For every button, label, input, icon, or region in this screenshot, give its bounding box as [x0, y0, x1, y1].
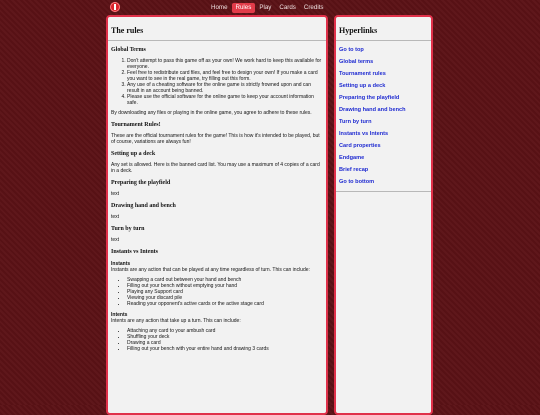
deck-text: Any set is allowed. Here is the banned card list. You may use a maximum of 4 copies of a card in a deck.	[111, 162, 320, 174]
global-terms-heading: Global Terms	[111, 47, 146, 53]
instants-text: Instants are any action that can be played at any time regardless of turn. This can include:	[111, 267, 310, 273]
instants-list	[111, 277, 323, 307]
rules-content	[108, 47, 326, 352]
link-global-terms[interactable]: Global terms	[339, 59, 374, 65]
page-title: The rules	[108, 17, 326, 41]
hyperlinks-list	[336, 47, 431, 192]
instants-heading: Instants	[111, 261, 131, 267]
global-terms-list	[111, 58, 323, 106]
agreement-text: By downloading any files or playing in the online game, you agree to adhere to these rules.	[111, 110, 312, 116]
playfield-text: text	[111, 191, 120, 197]
top-bar	[0, 0, 540, 14]
turn-heading: Turn by turn	[111, 226, 145, 232]
list-item: • Swapping a card out between your hand and bench	[127, 277, 323, 283]
tournament-intro: These are the official tournament rules for the game! This is how it's intended to be played, but of course, variations are always fun!	[111, 133, 320, 145]
list-item: • Drawing a card	[127, 340, 323, 346]
main-nav	[207, 3, 328, 13]
playfield-heading: Preparing the playfield	[111, 180, 171, 186]
intents-list	[111, 328, 323, 352]
instants-vs-intents-heading: Instants vs Intents	[111, 249, 159, 255]
draw-text: text	[111, 214, 120, 220]
intents-heading: Intents	[111, 312, 128, 318]
link-instants-vs-intents[interactable]: Instants vs Intents	[339, 131, 389, 137]
list-item: • Filling out your bench with your entire hand and drawing 3 cards	[127, 346, 323, 352]
list-item: • Playing any Support card	[127, 289, 323, 295]
list-item: 2. Feel free to redistribute card files, and feel free to design your own! If you make a card you want to see in the real game, try filling out this form.	[127, 70, 323, 82]
link-go-to-top[interactable]: Go to top	[339, 47, 364, 53]
deck-heading: Setting up a deck	[111, 151, 156, 157]
list-item: • Shuffling your deck	[127, 334, 323, 340]
nav-home[interactable]: Home	[211, 4, 228, 11]
link-tournament-rules[interactable]: Tournament rules	[339, 71, 386, 77]
link-brief-recap[interactable]: Brief recap	[339, 167, 369, 173]
turn-text: text	[111, 237, 120, 243]
rules-panel	[106, 15, 328, 415]
list-item: • Viewing your discard pile	[127, 295, 323, 301]
sidebar-title: Hyperlinks	[336, 17, 431, 41]
hyperlinks-panel	[334, 15, 433, 415]
list-item: 4. Please use the official software for the online game to keep your account information safe.	[127, 94, 323, 106]
list-item: 1. Don't attempt to pass this game off as your own! We work hard to keep this available for everyone.	[127, 58, 323, 70]
link-turn-by-turn[interactable]: Turn by turn	[339, 119, 372, 125]
link-card-properties[interactable]: Card properties	[339, 143, 381, 149]
nav-credits[interactable]: Credits	[303, 4, 324, 11]
list-item: • Reading your opponent's active cards or the active stage card	[127, 301, 323, 307]
list-item: 3. Any use of a cheating software for the online game is strictly frowned upon and can result in an account being banned.	[127, 82, 323, 94]
link-drawing-hand-bench[interactable]: Drawing hand and bench	[339, 107, 406, 113]
nav-cards[interactable]: Cards	[279, 4, 296, 11]
divider	[336, 191, 431, 192]
tournament-heading: Tournament Rules!	[111, 122, 161, 128]
site-logo-icon[interactable]	[110, 2, 120, 12]
link-preparing-playfield[interactable]: Preparing the playfield	[339, 95, 400, 101]
nav-rules[interactable]: Rules	[232, 3, 256, 13]
link-go-to-bottom[interactable]: Go to bottom	[339, 179, 375, 185]
list-item: • Filling out your bench without emptying your hand	[127, 283, 323, 289]
link-endgame[interactable]: Endgame	[339, 155, 365, 161]
draw-heading: Drawing hand and bench	[111, 203, 176, 209]
link-setting-up-deck[interactable]: Setting up a deck	[339, 83, 386, 89]
intents-text: Intents are any action that take up a turn. This can include:	[111, 318, 241, 324]
nav-play[interactable]: Play	[259, 4, 272, 11]
list-item: • Attaching any card to your ambush card	[127, 328, 323, 334]
